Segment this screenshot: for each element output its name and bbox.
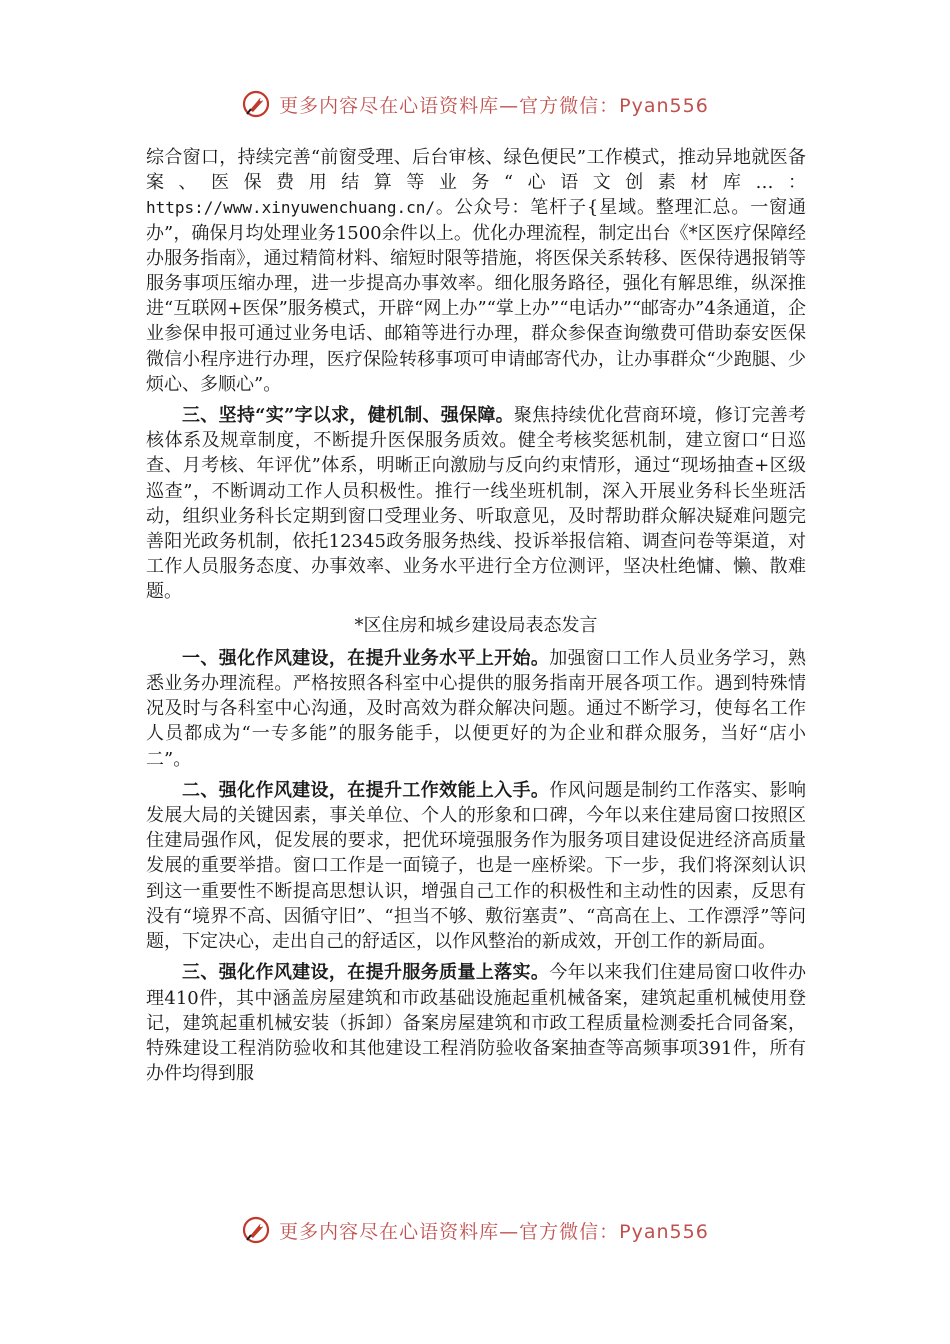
paragraph-3-heading: 一、强化作风建设，在提升业务水平上开始。 (182, 647, 550, 669)
document-body (146, 145, 806, 1086)
paragraph-1 (146, 145, 806, 397)
paragraph-1-text-a: 综合窗口，持续完善“前窗受理、后台审核、绿色便民”工作模式，推动异地就医备案、医保费用结算等业务“心语文创素材库…： (146, 147, 806, 194)
paragraph-3-text: 加强窗口工作人员业务学习，熟悉业务办理流程。严格按照各科室中心提供的服务指南开展各项工作。遇到特殊情况及时与各科室中心沟通，及时高效为群众解决问题。通过不断学习，使每名工作人员都成为“一专多能”的服务能手，以便更好的为企业和群众服务，当好“店小二”。 (146, 647, 807, 770)
section-title: *区住房和城乡建设局表态发言 (354, 614, 598, 636)
header-banner-text: 更多内容尽在心语资料库—官方微信：Pyan556 (279, 94, 709, 117)
paragraph-5-heading: 三、强化作风建设，在提升服务质量上落实。 (182, 962, 550, 984)
paragraph-2 (146, 403, 806, 605)
paragraph-4 (146, 778, 806, 954)
paragraph-3 (146, 646, 806, 772)
footer-banner (0, 1210, 950, 1250)
pen-nib-logo-icon (241, 89, 271, 119)
paragraph-4-heading: 二、强化作风建设，在提升工作效能上入手。 (182, 779, 550, 801)
paragraph-2-text: 聚焦持续优化营商环境，修订完善考核体系及规章制度，不断提升医保服务质效。健全考核奖惩机制，建立窗口“日巡查、月考核、年评优”体系，明晰正向激励与反向约束情形，通过“现场抽查+区级巡查”，不断调动工作人员积极性。推行一线坐班机制，深入开展业务科长坐班活动，组织业务科长定期到窗口受理业务、听取意见，及时帮助群众解决疑难问题完善阳光政务机制，依托12345政务服务热线、投诉举报信箱、调查问卷等渠道，对工作人员服务态度、办事效率、业务水平进行全方位测评，坚决杜绝慵、懒、散难题。 (146, 405, 806, 603)
paragraph-2-heading: 三、坚持“实”字以求，健机制、强保障。 (182, 405, 514, 427)
paragraph-5-text: 今年以来我们住建局窗口收件办理410件，其中涵盖房屋建筑和市政基础设施起重机械备案，建筑起重机械使用登记，建筑起重机械安装（拆卸）备案房屋建筑和市政工程质量检测委托合同备案，特殊建设工程消防验收和其他建设工程消防验收备案抽查等高频事项391件，所有办件均得到服 (146, 962, 807, 1085)
footer-banner-text: 更多内容尽在心语资料库—官方微信：Pyan556 (279, 1220, 709, 1243)
pen-nib-logo-icon (241, 1215, 271, 1245)
paragraph-1-text-b: 。公众号：笔杆子{星域。整理汇总。一窗通办”，确保月均处理业务1500余件以上。优化办理流程，制定出台《*区医疗保障经办服务指南》，通过精简材料、缩短时限等措施，将医保关系转移、医保待遇报销等服务事项压缩办理，进一步提高办事效率。细化服务路径，强化有解思维，纵深推进“互联网+医保”服务模式，开辟“网上办”“掌上办”“电话办”“邮寄办”4条通道，企业参保申报可通过业务电话、邮箱等进行办理，群众参保查询缴费可借助泰安医保微信小程序进行办理，医疗保险转移事项可申请邮寄代办，让办事群众“少跑腿、少烦心、多顺心”。 (146, 197, 806, 395)
paragraph-4-text: 作风问题是制约工作落实、影响发展大局的关键因素，事关单位、个人的形象和口碑，今年以来住建局窗口按照区住建局强作风，促发展的要求，把优环境强服务作为服务项目建设促进经济高质量发展的重要举措。窗口工作是一面镜子，也是一座桥梁。下一步，我们将深刻认识到这一重要性不断提高思想认识，增强自己工作的积极性和主动性的因素，反思有没有“境界不高、因循守旧”、“担当不够、敷衍塞责”、“高高在上、工作漂浮”等问题，下定决心，走出自己的舒适区，以作风整治的新成效，开创工作的新局面。 (146, 779, 807, 953)
paragraph-1-url: https://www.xinyuwenchuang.cn/ (146, 198, 435, 218)
header-banner (0, 84, 950, 124)
paragraph-5 (146, 960, 806, 1086)
